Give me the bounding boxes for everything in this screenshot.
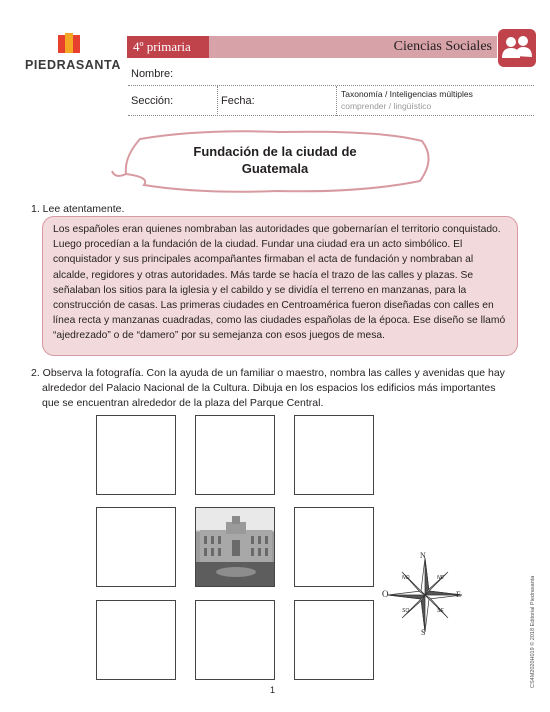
people-icon: [498, 29, 536, 67]
drawing-box-ne[interactable]: [294, 415, 374, 495]
drawing-box-e[interactable]: [294, 507, 374, 587]
palacio-nacional-photo: [195, 507, 275, 587]
compass-n: N: [420, 551, 426, 560]
worksheet-title: [150, 143, 400, 177]
seccion-label: Sección:: [131, 95, 174, 107]
fecha-label: Fecha:: [221, 95, 255, 107]
grade-label: 4º primaria: [127, 36, 209, 58]
question-1-prompt: 1. Lee atentamente.: [31, 203, 125, 215]
group-work-badge: [498, 29, 536, 67]
copyright-code: CS4M2020H019 © 2018 Editorial Piedrasanta: [530, 575, 536, 688]
page-number: 1: [270, 685, 276, 695]
compass-o: O: [382, 589, 389, 599]
taxonomy-values: comprender / lingüístico: [341, 101, 432, 111]
compass-ne: NE: [437, 575, 444, 581]
palace-image: [196, 508, 275, 587]
compass-no: NO: [402, 575, 410, 581]
compass-e: E: [456, 590, 461, 599]
compass-se: SE: [437, 608, 444, 614]
taxonomy-label: Taxonomía / Inteligencias múltiples: [341, 89, 473, 99]
nombre-label: Nombre:: [131, 68, 174, 80]
reading-text: Los españoles eran quienes nombraban las autoridades que gobernarían el territorio conquistado. Luego procedían a la fundación de la ciudad. Fundar una ciudad era un acto simbólico. El conquistador y sus principales acompañantes firmaban el acta de fundación y nombraban al alcalde, regidores y otras autoridades. Más tarde se hacía el trazo de las calles y plazas. Se señalaban los sitios para la iglesia y el cabildo y se dividía el terreno en manzanas, para la construcción de casas. Las primeras ciudades en Centroamérica fueron diseñadas con calles en línea recta y manzanas cuadradas, como las ciudades españolas de la época. Ese diseño se llamó “ajedrezado” o de “damero” por su semejanza con esos juegos de mesa.: [53, 224, 506, 342]
question-2-prompt: [31, 366, 531, 411]
question-2-line-3: que se encuentran alrededor de la plaza del Parque Central.: [42, 397, 324, 409]
divider: [336, 86, 337, 116]
title-line-2: Guatemala: [241, 161, 309, 176]
title-line-1: Fundación de la ciudad de: [193, 144, 357, 159]
nombre-line[interactable]: [128, 85, 534, 86]
drawing-box-s[interactable]: [195, 600, 275, 680]
drawing-box-w[interactable]: [96, 507, 176, 587]
seccion-line[interactable]: [128, 115, 534, 116]
drawing-box-se[interactable]: [294, 600, 374, 680]
compass-so: SO: [402, 608, 410, 614]
brand-logo-text: PIEDRASANTA: [25, 58, 121, 72]
book-logo-icon: [57, 33, 81, 55]
question-2-line-2: alrededor del Palacio Nacional de la Cultura. Dibuja en los espacios los edificios más importantes: [42, 382, 496, 394]
drawing-box-nw[interactable]: [96, 415, 176, 495]
divider: [217, 86, 218, 116]
compass-s: S: [421, 628, 426, 637]
drawing-box-n[interactable]: [195, 415, 275, 495]
drawing-box-sw[interactable]: [96, 600, 176, 680]
subject-label: Ciencias Sociales: [393, 39, 492, 54]
question-2-line-1: 2. Observa la fotografía. Con la ayuda de un familiar o maestro, nombra las calles y avenidas que hay: [31, 367, 505, 379]
reading-box: [42, 216, 518, 356]
